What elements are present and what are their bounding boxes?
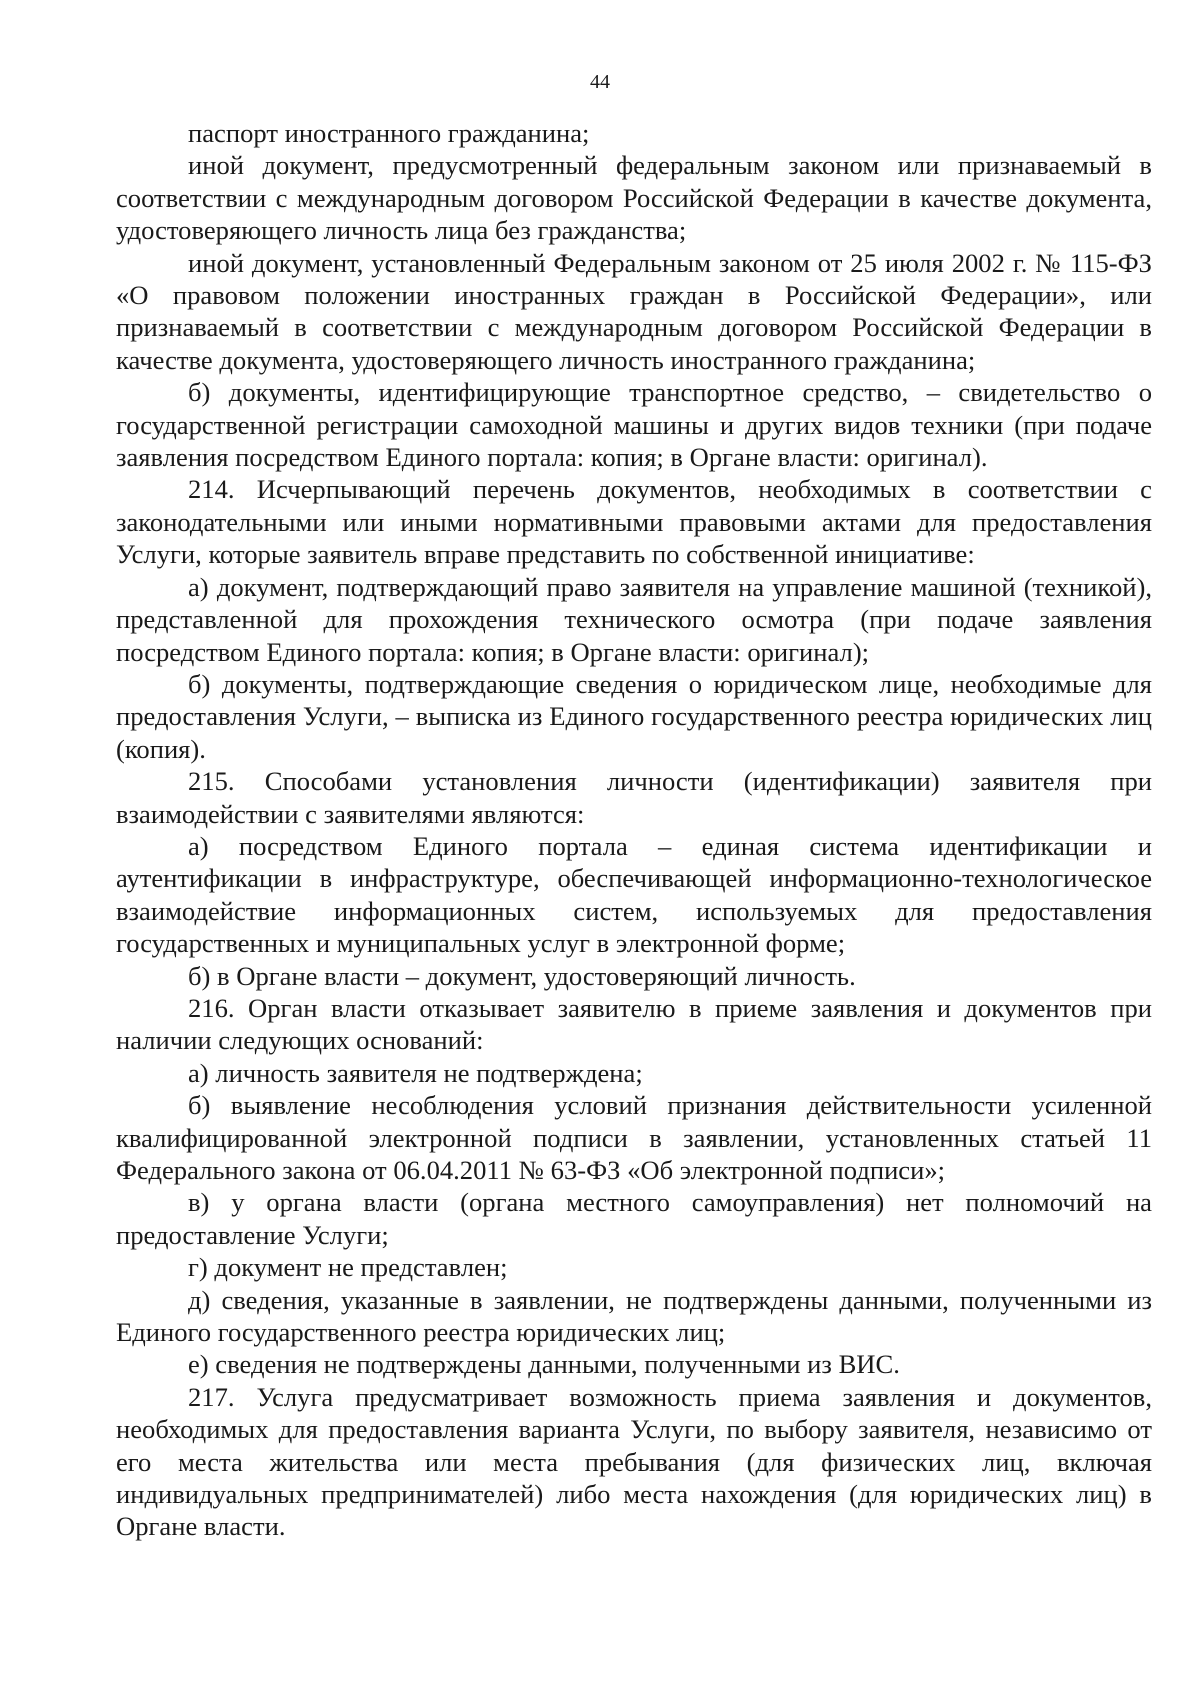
paragraph: б) выявление несоблюдения условий признания действительности усиленной квалифицированной электронной подписи в заявлении, установленных статьей 11 Федерального закона от 06.04.2011 № 63-ФЗ «Об электронной подписи»; [116, 1090, 1152, 1185]
paragraph: г) документ не представлен; [188, 1252, 508, 1283]
paragraph: 214. Исчерпывающий перечень документов, необходимых в соответствии с законодательными или иными нормативными правовыми актами для предоставления Услуги, которые заявитель вправе представить по собственной инициативе: [116, 474, 1152, 570]
paragraph: 215. Способами установления личности (идентификации) заявителя при взаимодействии с заявителями являются: [116, 766, 1152, 829]
page-number: 44 [590, 71, 610, 93]
paragraph: 216. Орган власти отказывает заявителю в приеме заявления и документов при наличии следующих оснований: [116, 992, 1152, 1056]
paragraph: б) документы, подтверждающие сведения о юридическом лице, необходимые для предоставления Услуги, – выписка из Единого государственного реестра юридических лиц (копия). [116, 668, 1152, 764]
paragraph: а) личность заявителя не подтверждена; [188, 1057, 643, 1088]
paragraph: паспорт иностранного гражданина; [188, 118, 590, 148]
paragraph: в) у органа власти (органа местного самоуправления) нет полномочий на предоставление Услуги; [116, 1187, 1152, 1250]
paragraph: иной документ, предусмотренный федеральным законом или признаваемый в соответствии с международным договором Российской Федерации в качестве документа, удостоверяющего личность лица без гражданства; [116, 150, 1152, 246]
paragraph: а) посредством Единого портала – единая система идентификации и аутентификации в инфраструктуре, обеспечивающей информационно-технологическое взаимодействие информационных систем, используемых для предоставления государственных и муниципальных услуг в электронной форме; [116, 830, 1152, 959]
document-body [116, 117, 1152, 1543]
paragraph: д) сведения, указанные в заявлении, не подтверждены данными, полученными из Единого государственного реестра юридических лиц; [116, 1284, 1152, 1348]
paragraph: е) сведения не подтверждены данными, полученными из ВИС. [188, 1349, 900, 1380]
paragraph: б) в Органе власти – документ, удостоверяющий личность. [188, 960, 856, 991]
paragraph: 217. Услуга предусматривает возможность приема заявления и документов, необходимых для предоставления варианта Услуги, по выбору заявителя, независимо от его места жительства или места пребывания (для физических лиц, включая индивидуальных предпринимателей) либо места нахождения (для юридических лиц) в Органе власти. [116, 1381, 1152, 1542]
paragraph: б) документы, идентифицирующие транспортное средство, – свидетельство о государственной регистрации самоходной машины и других видов техники (при подаче заявления посредством Единого портала: копия; в Органе власти: оригинал). [116, 377, 1152, 473]
paragraph: иной документ, установленный Федеральным законом от 25 июля 2002 г. № 115-ФЗ «О правовом положении иностранных граждан в Российской Федерации», или признаваемый в соответствии с международным договором Российской Федерации в качестве документа, удостоверяющего личность иностранного гражданина; [116, 247, 1152, 375]
paragraph: а) документ, подтверждающий право заявителя на управление машиной (техникой), представленной для прохождения технического осмотра (при подаче заявления посредством Единого портала: копия; в Органе власти: оригинал); [116, 571, 1152, 667]
